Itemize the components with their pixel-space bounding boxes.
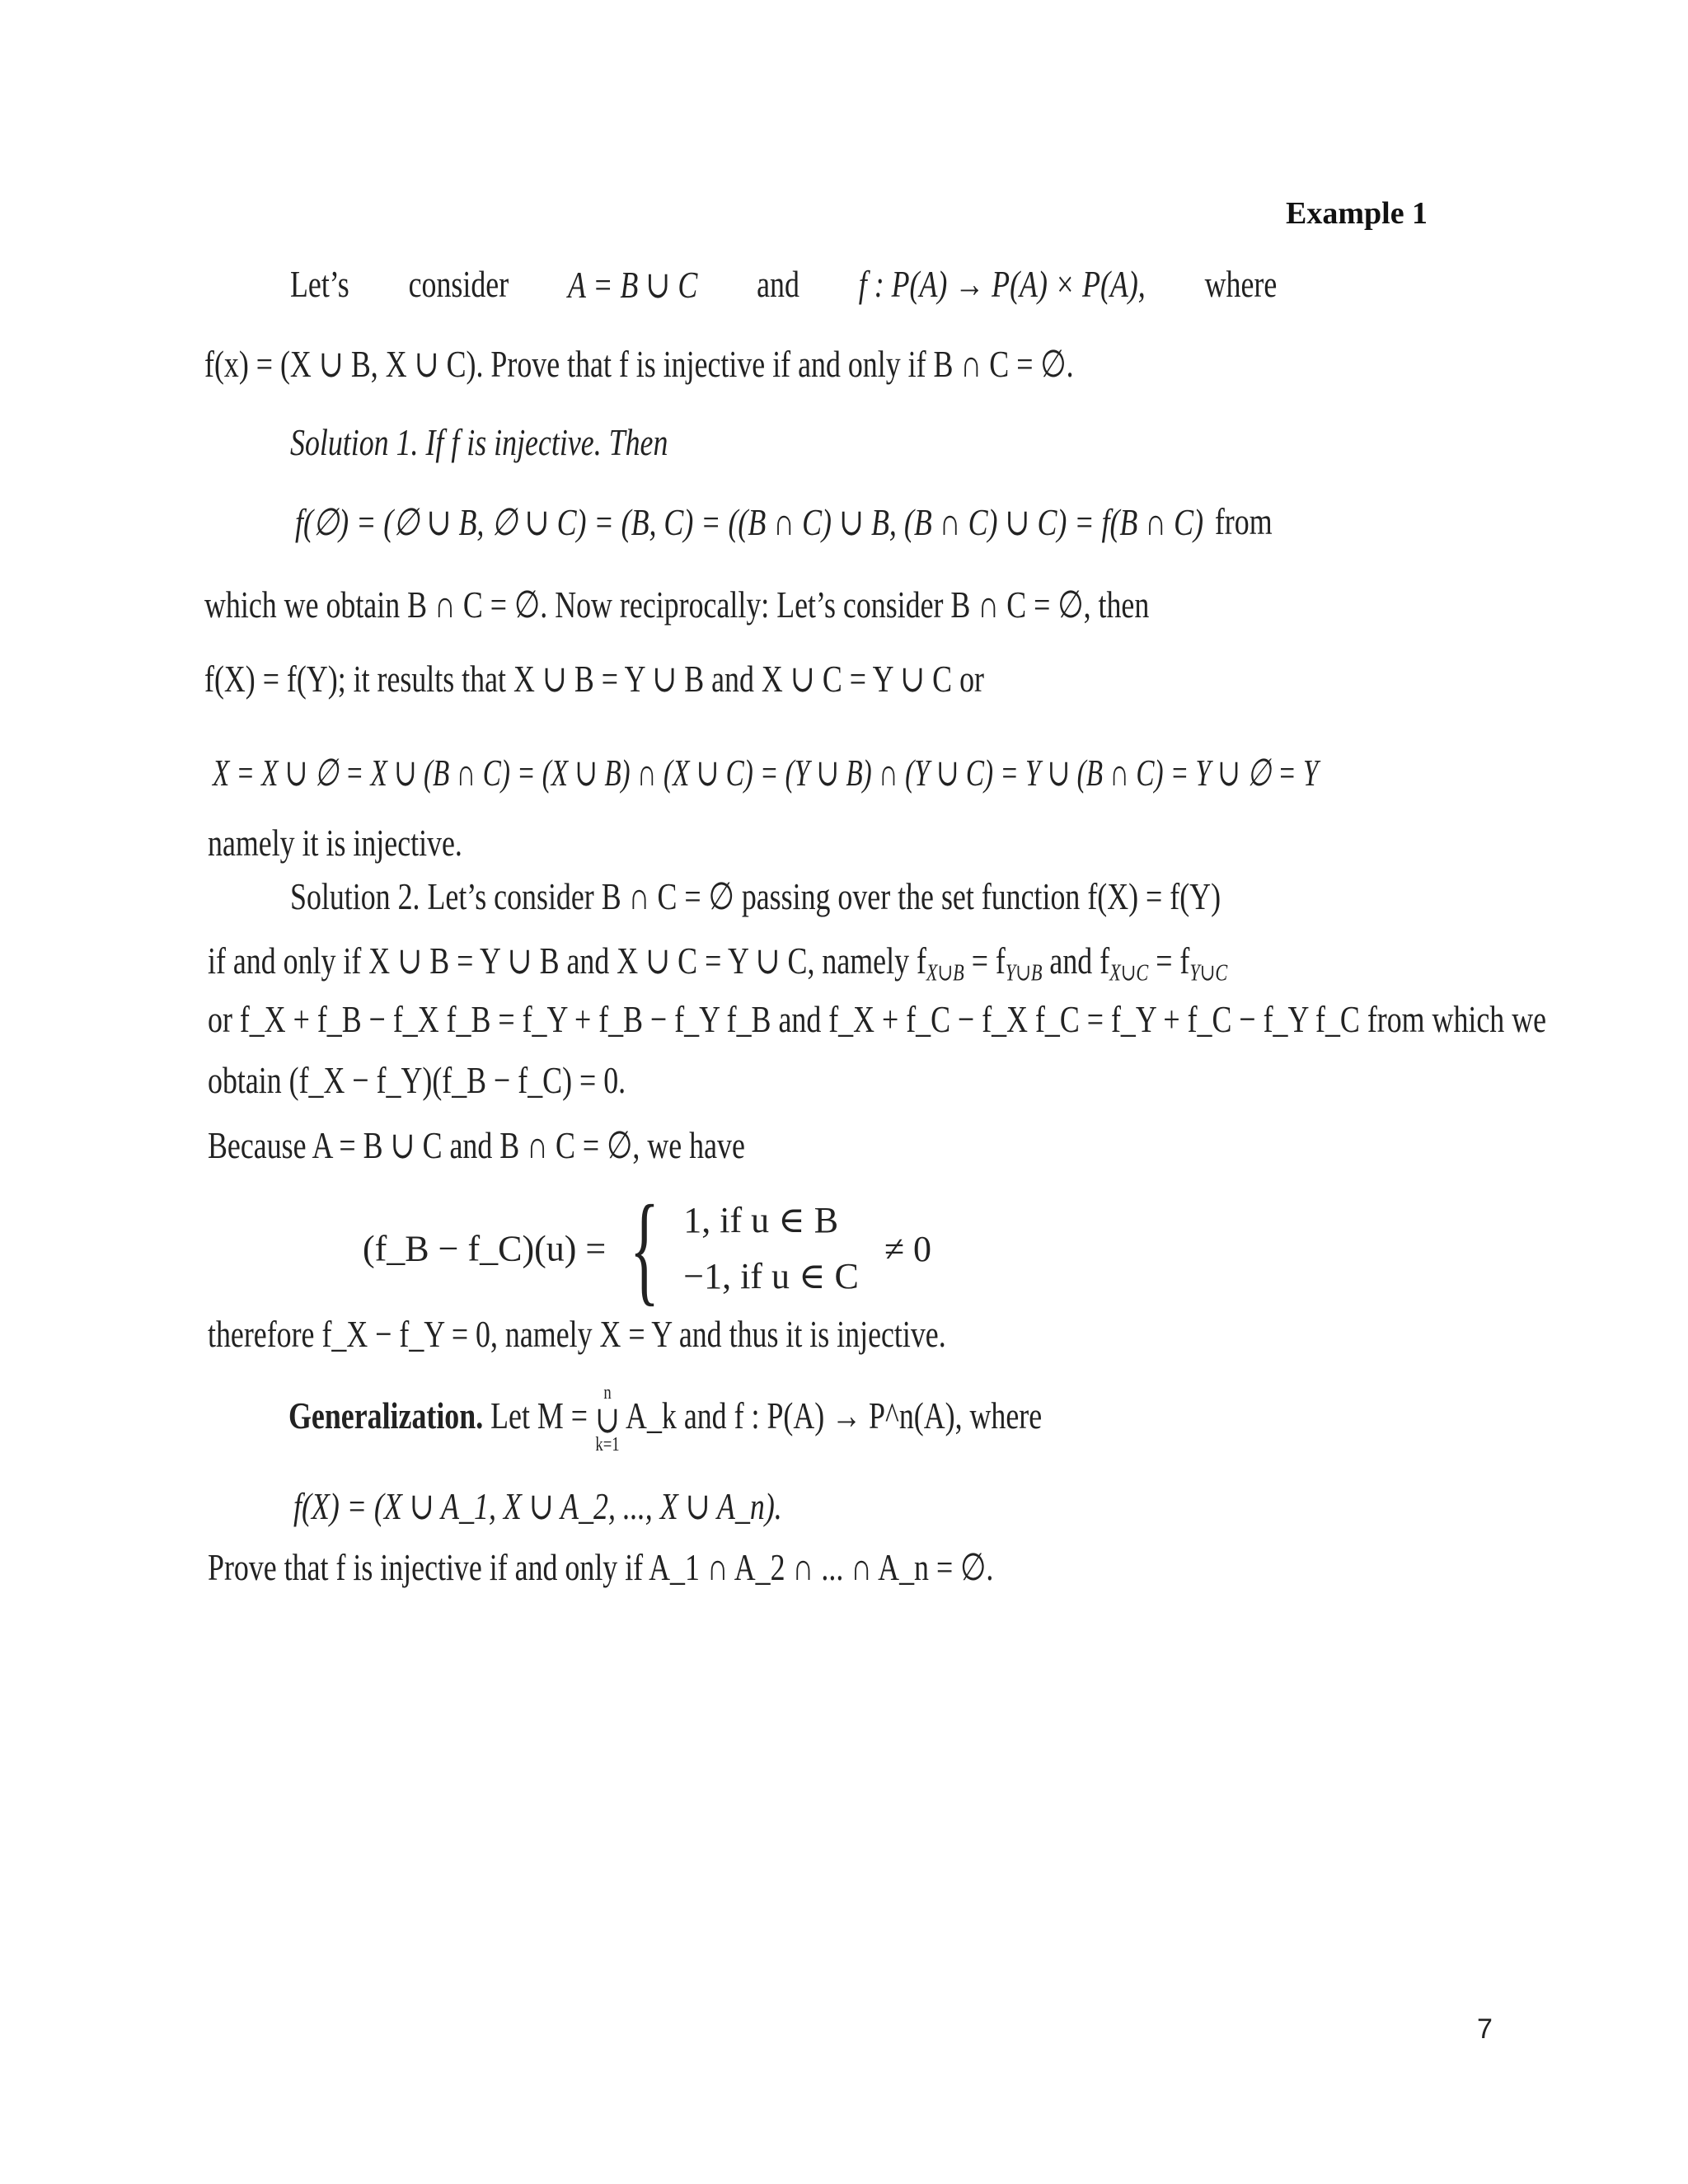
text-line-7-formula: X = X ∪ ∅ = X ∪ (B ∩ C) = (X ∪ B) ∩ (X ∪ C) = (Y ∪ B) ∩ (Y ∪ C) = Y ∪ (B ∩ C) = Y ∪ ∅ = Y xyxy=(213,752,1319,794)
piecewise-cases xyxy=(683,1193,859,1305)
text-line-8: namely it is injective. xyxy=(208,822,462,864)
text-line-10 xyxy=(208,938,1227,987)
union-upper-limit: n xyxy=(603,1382,612,1404)
line-4-word: from xyxy=(1214,500,1273,542)
subscript-x-union-b: X∪B xyxy=(926,960,964,987)
page-number: 7 xyxy=(1477,2013,1493,2045)
line-1-word-4: where xyxy=(1204,263,1278,305)
union-symbol: ∪ xyxy=(594,1398,621,1441)
generalization-label: Generalization. xyxy=(288,1394,484,1436)
line-1-formula-2: f : P(A) → P(A) × P(A), xyxy=(858,263,1146,305)
line-10-part-d: = f xyxy=(1148,940,1190,982)
subscript-y-union-c: Y∪C xyxy=(1189,960,1228,987)
text-line-14: therefore f_X − f_Y = 0, namely X = Y and thus it is injective. xyxy=(208,1313,946,1355)
generalization-line xyxy=(288,1382,1043,1455)
line-1-word-2: consider xyxy=(408,263,509,305)
line-10-part-c: and f xyxy=(1042,940,1110,982)
section-header: Example 1 xyxy=(1286,196,1428,231)
solution-1-heading: Solution 1. If f is injective. Then xyxy=(290,421,668,463)
text-line-6: f(X) = f(Y); it results that X ∪ B = Y ∪ B and X ∪ C = Y ∪ C or xyxy=(204,658,984,700)
line-4-formula: f(∅) = (∅ ∪ B, ∅ ∪ C) = (B, C) = ((B ∩ C) ∪ B, (B ∩ C) ∪ C) = f(B ∩ C) xyxy=(295,501,1204,543)
big-union-operator xyxy=(594,1382,621,1455)
piecewise-rhs: ≠ 0 xyxy=(884,1228,932,1269)
generalization-text-a: Let M = xyxy=(483,1394,595,1436)
line-10-part-b: = f xyxy=(964,940,1006,982)
line-1-word-3: and xyxy=(757,263,799,305)
solution-2-heading: Solution 2. Let’s consider B ∩ C = ∅ passing over the set function f(X) = f(Y) xyxy=(290,875,1221,917)
text-line-4 xyxy=(295,499,1273,544)
text-line-12: obtain (f_X − f_Y)(f_B − f_C) = 0. xyxy=(208,1059,626,1101)
text-line-11: or f_X + f_B − f_X f_B = f_Y + f_B − f_Y f_B and f_X + f_C − f_X f_C = f_Y + f_C − f_Y f_C from which we xyxy=(208,998,1547,1040)
subscript-y-union-b: Y∪B xyxy=(1005,960,1043,987)
case-2: −1, if u ∈ C xyxy=(683,1256,859,1296)
line-1-word-1: Let’s xyxy=(290,263,349,305)
text-line-5: which we obtain B ∩ C = ∅. Now reciprocally: Let’s consider B ∩ C = ∅, then xyxy=(204,583,1150,626)
piecewise-lhs: (f_B − f_C)(u) = xyxy=(363,1228,607,1269)
line-10-part-a: if and only if X ∪ B = Y ∪ B and X ∪ C = Y ∪ C, namely f xyxy=(208,940,926,982)
text-line-17: Prove that f is injective if and only if A_1 ∩ A_2 ∩ ... ∩ A_n = ∅. xyxy=(208,1546,994,1588)
subscript-x-union-c: X∪C xyxy=(1109,960,1149,987)
text-line-2: f(x) = (X ∪ B, X ∪ C). Prove that f is injective if and only if B ∩ C = ∅. xyxy=(204,343,1074,385)
left-brace-icon: { xyxy=(630,1180,660,1317)
line-1-formula-1: A = B ∪ C xyxy=(567,264,698,306)
text-line-16: f(X) = (X ∪ A_1, X ∪ A_2, ..., X ∪ A_n). xyxy=(293,1485,782,1527)
text-line-13: Because A = B ∪ C and B ∩ C = ∅, we have xyxy=(208,1124,745,1166)
piecewise-formula xyxy=(363,1180,932,1317)
union-lower-limit: k=1 xyxy=(595,1433,620,1455)
case-1: 1, if u ∈ B xyxy=(683,1199,839,1240)
text-line-1 xyxy=(290,262,1277,307)
generalization-text-b: A_k and f : P(A) → P^n(A), where xyxy=(620,1394,1043,1436)
